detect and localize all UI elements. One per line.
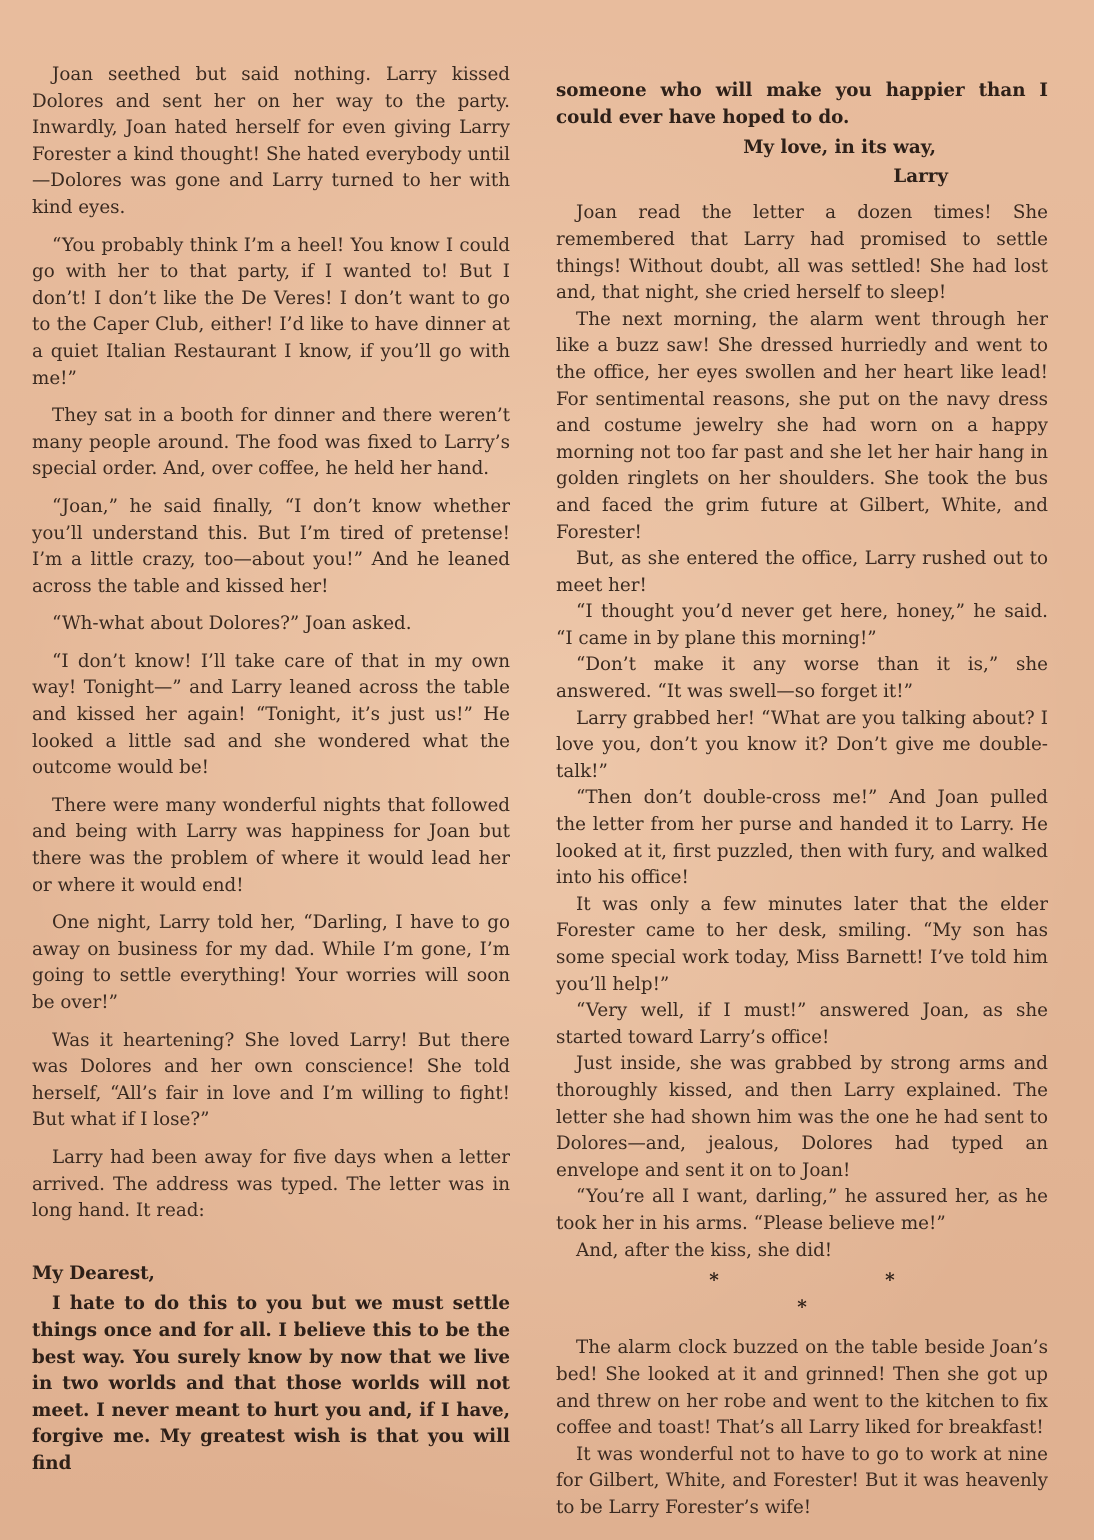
- left-column: [32, 62, 510, 1478]
- letter-closing: My love, in its way,: [743, 137, 936, 159]
- story-paragraph: “Joan,” he said finally, “I don’t know whether you’ll understand this. But I’m tired of pretense! I’m a little crazy, too—about you!” And he leaned across the table and kissed her!: [32, 495, 510, 597]
- letter-body-part-two: someone who will make you happier than I could ever have hoped to do.: [556, 80, 1048, 128]
- letter-body-part-one: I hate to do this to you but we must settle things once and for all. I believe this to be the best way. You surely know by now that we live in two worlds and that those worlds will not meet. I never meant to hurt you and, if I have, forgive me. My greatest wish is that you will find: [32, 1293, 510, 1474]
- story-paragraph: “Then don’t double-cross me!” And Joan pulled the letter from her purse and handed it to Larry. He looked at it, first puzzled, then with fury, and walked into his office!: [556, 787, 1048, 889]
- letter-signature: Larry: [893, 165, 948, 187]
- story-paragraph: Larry grabbed her! “What are you talking about? I love you, don’t you know it? Don’t give me double-talk!”: [556, 707, 1048, 782]
- story-paragraph: “Don’t make it any worse than it is,” she answered. “It was swell—so forget it!”: [556, 654, 1048, 703]
- story-paragraph: “I thought you’d never get here, honey,” he said. “I came in by plane this morning!”: [556, 601, 1048, 649]
- story-paragraph: But, as she entered the office, Larry rushed out to meet her!: [556, 548, 1048, 596]
- story-paragraph: There were many wonderful nights that followed and being with Larry was happiness for Joan but there was the problem of where it would lead her or where it would end!: [32, 794, 510, 896]
- right-column: [556, 78, 1048, 1521]
- story-paragraph: And, after the kiss, she did!: [576, 1239, 833, 1261]
- story-paragraph: It was only a few minutes later that the elder Forester came to her desk, smiling. “My son has some special work today, Miss Barnett! I’ve told him you’ll help!”: [556, 893, 1048, 995]
- epilogue-paragraph: It was wonderful not to have to go to work at nine for Gilbert, White, and Forester! But it was heavenly to be Larry Forester’s wife!: [556, 1443, 1048, 1518]
- letter-salutation: My Dearest,: [32, 1262, 155, 1284]
- story-paragraph: “You probably think I’m a heel! You know I could go with her to that party, if I wanted to! But I don’t! I don’t like the De Veres! I don’t want to go to the Caper Club, either! I’d like to have dinner at a quiet Italian Restaurant I know, if you’ll go with me!”: [32, 234, 510, 389]
- story-paragraph: “Wh-what about Dolores?” Joan asked.: [52, 613, 412, 635]
- story-paragraph: The next morning, the alarm went through her like a buzz saw! She dressed hurriedly and went to the office, her eyes swollen and her heart like lead! For sentimental reasons, she put on the navy dress and costume jewelry she had worn on a happy morning not too far past and she let her hair hang in golden ringlets on her shoulders. She took the bus and faced the grim future at Gilbert, White, and Forester!: [556, 308, 1048, 543]
- story-paragraph: Larry had been away for five days when a letter arrived. The address was typed. The letter was in long hand. It read:: [32, 1146, 510, 1222]
- story-paragraph: Was it heartening? She loved Larry! But there was Dolores and her own conscience! She told herself, “All’s fair in love and I’m willing to fight! But what if I lose?”: [32, 1029, 510, 1131]
- story-paragraph: Just inside, she was grabbed by strong arms and thoroughly kissed, and then Larry explained. The letter she had shown him was the one he had sent to Dolores—and, jealous, Dolores had typed an envelope and sent it on to Joan!: [556, 1053, 1048, 1181]
- section-separator: * * *: [709, 1270, 975, 1318]
- story-paragraph: “I don’t know! I’ll take care of that in my own way! Tonight—” and Larry leaned across the table and kissed her again! “Tonight, it’s just us!” He looked a little sad and she wondered what the outcome would be!: [32, 650, 510, 779]
- story-paragraph: “Very well, if I must!” answered Joan, as she started toward Larry’s office!: [556, 1000, 1048, 1048]
- story-paragraph: “You’re all I want, darling,” he assured her, as he took her in his arms. “Please believe me!”: [556, 1186, 1048, 1234]
- story-paragraph: They sat in a booth for dinner and there weren’t many people around. The food was fixed to Larry’s special order. And, over coffee, he held her hand.: [32, 405, 510, 480]
- story-paragraph: Joan seethed but said nothing. Larry kissed Dolores and sent her on her way to the party. Inwardly, Joan hated herself for even giving Larry Forester a kind thought! She hated everybody until—Dolores was gone and Larry turned to her with kind eyes.: [32, 64, 510, 218]
- story-paragraph: Joan read the letter a dozen times! She remembered that Larry had promised to settle things! Without doubt, all was settled! She had lost and, that night, she cried herself to sleep!: [556, 202, 1048, 304]
- story-paragraph: One night, Larry told her, “Darling, I have to go away on business for my dad. While I’m gone, I’m going to settle everything! Your worries will soon be over!”: [32, 912, 510, 1013]
- epilogue-paragraph: The alarm clock buzzed on the table beside Joan’s bed! She looked at it and grinned! Then she got up and threw on her robe and went to the kitchen to fix coffee and toast! That’s all Larry liked for breakfast!: [556, 1337, 1048, 1439]
